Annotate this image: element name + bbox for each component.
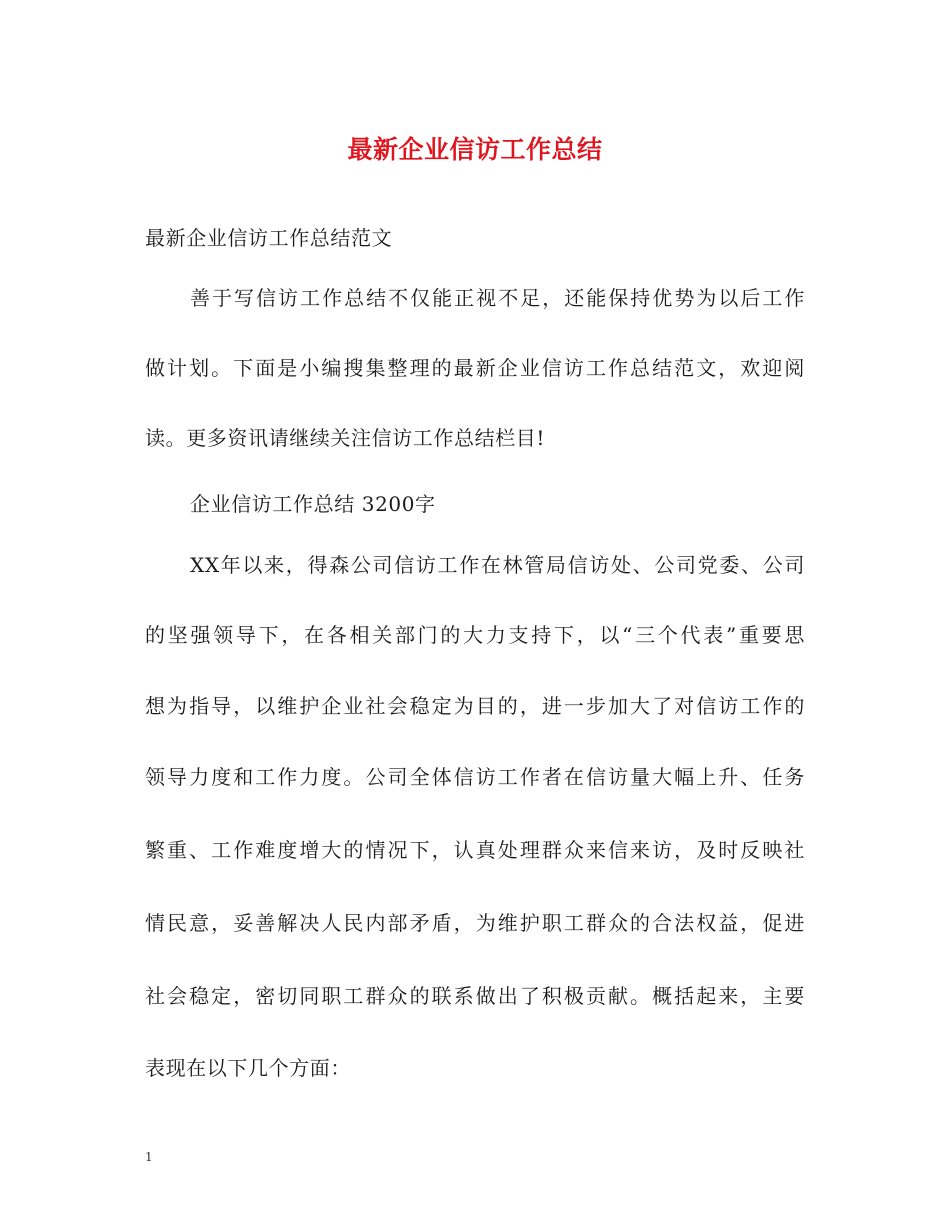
page-number: 1	[145, 1150, 153, 1164]
intro-line: 读。更多资讯请继续关注信访工作总结栏目!	[145, 426, 546, 450]
body-line: XX年以来，得森公司信访工作在林管局信访处、公司党委、公司	[190, 553, 805, 577]
intro-line: 善于写信访工作总结不仅能正视不足，还能保持优势为以后工作	[190, 286, 805, 310]
section-heading: 企业信访工作总结 3200字	[190, 492, 436, 516]
body-line: 情民意，妥善解决人民内部矛盾，为维护职工群众的合法权益，促进	[145, 911, 805, 935]
body-line: 想为指导，以维护企业社会稳定为目的，进一步加大了对信访工作的	[145, 694, 805, 718]
body-line: 的坚强领导下，在各相关部门的大力支持下，以“三个代表”重要思	[145, 623, 805, 647]
body-line: 繁重、工作难度增大的情况下，认真处理群众来信来访，及时反映社	[145, 838, 805, 862]
body-line: 表现在以下几个方面：	[145, 1056, 351, 1080]
body-line: 领导力度和工作力度。公司全体信访工作者在信访量大幅上升、任务	[145, 765, 805, 789]
document-title: 最新企业信访工作总结	[347, 135, 603, 164]
body-line: 社会稳定，密切同职工群众的联系做出了积极贡献。概括起来，主要	[145, 984, 805, 1008]
intro-line: 做计划。下面是小编搜集整理的最新企业信访工作总结范文，欢迎阅	[145, 356, 805, 380]
document-subtitle: 最新企业信访工作总结范文	[145, 226, 393, 250]
